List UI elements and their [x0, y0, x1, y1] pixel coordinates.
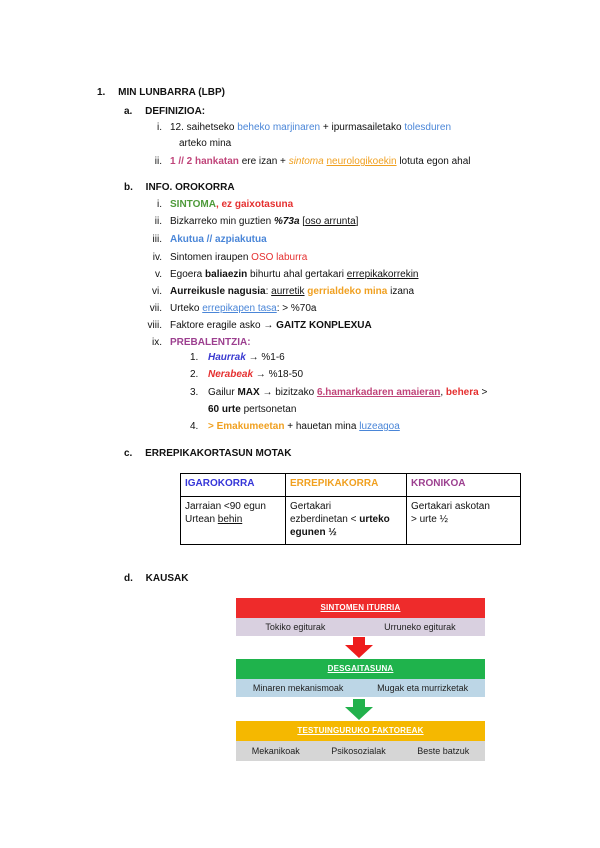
text: gerrialdeko mina — [307, 286, 388, 297]
text: baliaezin — [205, 269, 248, 280]
subsection-c-title — [124, 448, 291, 459]
text: : > %70a — [276, 303, 317, 314]
section-title — [97, 87, 225, 98]
subsection-heading: INFO. OROKORRA — [145, 182, 235, 193]
item-marker: v. — [154, 269, 162, 280]
table-header-row — [181, 474, 521, 497]
cell-line — [185, 513, 281, 526]
text: Akutua // azpiakutua — [170, 234, 267, 245]
text: Haurrak — [208, 352, 246, 363]
info-item-5 — [140, 269, 419, 280]
item-marker: iv. — [152, 252, 162, 263]
recurrence-types-table — [180, 473, 521, 545]
causes-box-context-factors — [236, 721, 485, 761]
causes-box-disability — [236, 659, 485, 697]
text: beheko marjinaren — [237, 122, 321, 133]
table-row — [181, 497, 521, 545]
arrow-down-icon-green — [344, 699, 374, 721]
item-marker: vii. — [149, 303, 162, 314]
item-marker: iii. — [152, 234, 162, 245]
subsection-heading: ERREPIKAKORTASUN MOTAK — [145, 448, 292, 459]
subsection-marker: d. — [124, 573, 133, 584]
text: , — [440, 387, 446, 398]
section-heading: MIN LUNBARRA (LBP) — [118, 87, 225, 98]
info-item-7 — [140, 303, 317, 314]
text: behera — [445, 387, 479, 398]
text: luzeagoa — [359, 421, 400, 432]
text: oso arrunta — [305, 216, 356, 227]
text: Faktore eragile asko → — [170, 320, 277, 331]
text: errepikakorrekin — [346, 269, 419, 280]
cell-line: Jarraian <90 egun — [185, 501, 266, 512]
text: izana — [387, 286, 415, 297]
cell-line: Gertakari askotan — [411, 501, 490, 512]
subsection-b-title — [124, 182, 235, 193]
item-marker: 2. — [190, 369, 199, 380]
text: tolesduren — [404, 122, 452, 133]
causes-box-symptom-source — [236, 598, 485, 636]
text: Bizkarreko min guztien — [170, 216, 274, 227]
box-title: TESTUINGURUKO FAKTOREAK — [236, 721, 485, 741]
prevalence-item-4 — [190, 421, 400, 432]
text: Nerabeak — [208, 369, 254, 380]
item-marker: i. — [157, 199, 162, 210]
text: PREBALENTZIA: — [170, 337, 251, 348]
arrow-down-icon-red — [344, 637, 374, 659]
text: 1 // 2 hankatan — [170, 156, 239, 167]
item-marker: 1. — [190, 352, 199, 363]
text: → bizitzako — [259, 387, 317, 398]
info-item-6 — [140, 286, 414, 297]
table-cell — [286, 497, 407, 545]
box-title: DESGAITASUNA — [236, 659, 485, 679]
subsection-marker: b. — [124, 182, 133, 193]
info-item-3 — [140, 234, 267, 245]
prevalence-item-1 — [190, 352, 285, 363]
table-cell — [407, 497, 521, 545]
definition-item-1-cont: arteko mina — [179, 138, 232, 149]
subsection-heading: DEFINIZIOA: — [145, 106, 206, 117]
text: 60 urte — [208, 404, 241, 415]
box-title: SINTOMEN ITURRIA — [236, 598, 485, 618]
info-item-2 — [140, 216, 358, 227]
text: + ipurmasailetako — [320, 122, 405, 133]
text: > Emakumeetan — [208, 421, 285, 432]
item-marker: 4. — [190, 421, 199, 432]
text: → %18-50 — [253, 369, 304, 380]
box-item: Psikosozialak — [331, 746, 386, 756]
item-marker: ii. — [154, 216, 162, 227]
text: ere izan + — [238, 156, 289, 167]
cell-line — [290, 513, 402, 526]
info-item-8 — [140, 320, 372, 331]
info-item-9 — [140, 337, 251, 348]
text: Gailur — [208, 387, 238, 398]
text: Egoera — [170, 269, 206, 280]
item-marker: ix. — [152, 337, 162, 348]
info-item-4 — [140, 252, 307, 263]
box-item: Mugak eta murrizketak — [377, 683, 469, 693]
text: errepikapen tasa — [202, 303, 277, 314]
item-marker: viii. — [147, 320, 162, 331]
subsection-marker: c. — [124, 448, 133, 459]
item-marker: 3. — [190, 387, 199, 398]
text: 6.hamarkadaren amaieran — [316, 387, 441, 398]
subsection-a-title — [124, 106, 205, 117]
text: lotuta egon ahal — [396, 156, 471, 167]
item-marker: ii. — [154, 156, 162, 167]
box-item: Urruneko egiturak — [384, 622, 456, 632]
header-cell: ERREPIKAKORRA — [286, 474, 407, 497]
text: bihurtu ahal gertakari — [247, 269, 347, 280]
section-number: 1. — [97, 87, 106, 98]
text: pertsonetan — [240, 404, 297, 415]
table-cell — [181, 497, 286, 545]
prevalence-item-3 — [190, 387, 487, 398]
header-cell: IGAROKORRA — [181, 474, 286, 497]
box-items — [236, 679, 485, 697]
prevalence-item-2 — [190, 369, 303, 380]
box-items — [236, 741, 485, 761]
info-item-1 — [140, 199, 293, 210]
text: behin — [217, 514, 243, 525]
text: sintoma — [288, 156, 324, 167]
text: Sintomen iraupen — [170, 252, 252, 263]
text: > — [478, 387, 488, 398]
definition-item-2 — [140, 156, 471, 167]
cell-line: egunen ½ — [290, 527, 337, 538]
box-item: Beste batzuk — [417, 746, 470, 756]
header-cell: KRONIKOA — [407, 474, 521, 497]
item-marker: vi. — [152, 286, 162, 297]
box-item: Minaren mekanismoak — [252, 683, 344, 693]
text: ] — [355, 216, 359, 227]
text: MAX — [237, 387, 260, 398]
box-item: Tokiko egiturak — [265, 622, 326, 632]
cell-line: Gertakari — [290, 501, 332, 512]
text: + hauetan mina — [284, 421, 360, 432]
subsection-marker: a. — [124, 106, 133, 117]
text: SINTOMA — [170, 199, 216, 210]
text: 12. saihetseko — [170, 122, 238, 133]
text: : — [265, 286, 272, 297]
text: neurologikoekin — [326, 156, 397, 167]
text: [ — [299, 216, 306, 227]
box-items — [236, 618, 485, 636]
text: OSO laburra — [251, 252, 308, 263]
text: Urteko — [170, 303, 203, 314]
text: → %1-6 — [245, 352, 285, 363]
definition-item-1 — [140, 122, 451, 133]
text: ezberdinetan < — [290, 514, 360, 525]
text: aurretik — [271, 286, 305, 297]
text: GAITZ KONPLEXUA — [276, 320, 372, 331]
subsection-d-title — [124, 573, 188, 584]
cell-line: > urte ½ — [411, 514, 448, 525]
box-item: Mekanikoak — [251, 746, 300, 756]
text: Urtean — [185, 514, 218, 525]
text: Aurreikusle nagusia — [170, 286, 266, 297]
text: , ez gaixotasuna — [215, 199, 294, 210]
prevalence-item-3-cont — [208, 404, 296, 415]
text: %73a — [273, 216, 300, 227]
text: urteko — [359, 514, 390, 525]
subsection-heading: KAUSAK — [145, 573, 189, 584]
item-marker: i. — [157, 122, 162, 133]
